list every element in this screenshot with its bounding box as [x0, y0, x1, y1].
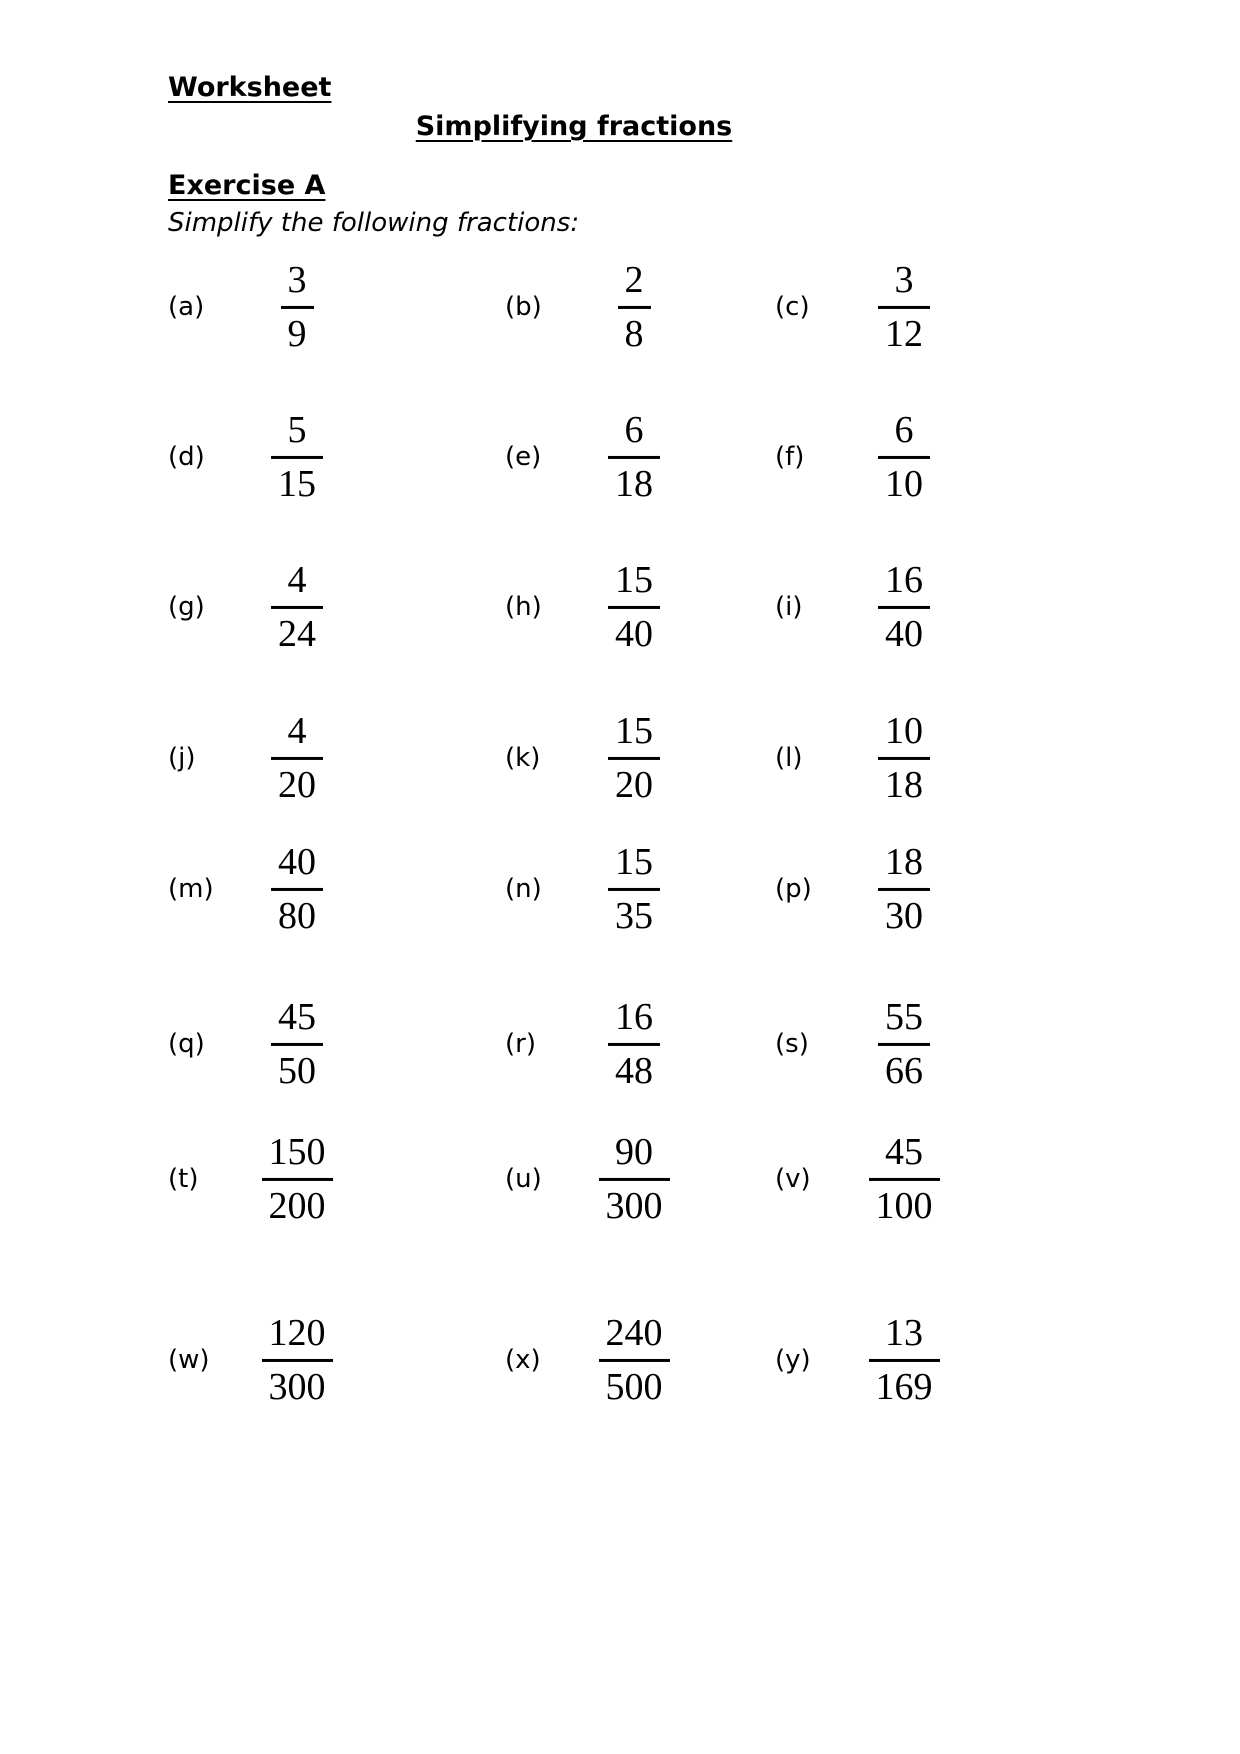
problem-cell [168, 559, 362, 655]
numerator: 10 [878, 710, 930, 760]
fraction [232, 559, 362, 655]
fraction [839, 259, 969, 355]
problem-label: (c) [775, 292, 810, 322]
denominator: 20 [278, 763, 316, 806]
fraction [839, 996, 969, 1092]
numerator: 3 [878, 259, 930, 309]
problem-cell [505, 559, 699, 655]
denominator: 24 [278, 612, 316, 655]
fraction [569, 1131, 699, 1227]
numerator: 4 [271, 559, 323, 609]
fraction [569, 841, 699, 937]
fraction [569, 409, 699, 505]
problem-cell [505, 710, 699, 806]
denominator: 40 [885, 612, 923, 655]
fraction-stack [878, 841, 930, 937]
numerator: 16 [608, 996, 660, 1046]
fraction [232, 841, 362, 937]
fraction [839, 559, 969, 655]
fraction-stack [262, 1312, 333, 1408]
denominator: 18 [615, 462, 653, 505]
page-title: Simplifying fractions [415, 111, 733, 142]
problem-label: (s) [775, 1029, 809, 1059]
worksheet-heading: Worksheet [168, 72, 332, 103]
numerator: 240 [599, 1312, 670, 1362]
fraction-stack [608, 710, 660, 806]
denominator: 9 [287, 312, 307, 355]
problem-cell [168, 409, 362, 505]
numerator: 13 [869, 1312, 940, 1362]
fraction [232, 710, 362, 806]
problem-label: (k) [505, 743, 541, 773]
denominator: 40 [615, 612, 653, 655]
problem-label: (q) [168, 1029, 205, 1059]
problem-cell [775, 259, 969, 355]
numerator: 2 [618, 259, 651, 309]
numerator: 6 [608, 409, 660, 459]
fraction-stack [878, 710, 930, 806]
fraction-stack [281, 259, 314, 355]
numerator: 3 [281, 259, 314, 309]
denominator: 8 [624, 312, 644, 355]
denominator: 300 [605, 1184, 663, 1227]
denominator: 169 [875, 1365, 933, 1408]
problem-label: (p) [775, 874, 812, 904]
denominator: 300 [268, 1365, 326, 1408]
problem-label: (u) [505, 1164, 542, 1194]
numerator: 150 [262, 1131, 333, 1181]
fraction-stack [262, 1131, 333, 1227]
fraction [839, 409, 969, 505]
fraction [839, 710, 969, 806]
numerator: 15 [608, 559, 660, 609]
instruction-text: Simplify the following fractions: [168, 208, 580, 238]
numerator: 15 [608, 841, 660, 891]
fraction-stack [869, 1312, 940, 1408]
problem-label: (h) [505, 592, 542, 622]
denominator: 80 [278, 894, 316, 937]
fraction [232, 996, 362, 1092]
denominator: 30 [885, 894, 923, 937]
problem-label: (g) [168, 592, 205, 622]
problem-cell [505, 1312, 699, 1408]
denominator: 10 [885, 462, 923, 505]
denominator: 500 [605, 1365, 663, 1408]
problem-cell [505, 996, 699, 1092]
fraction-stack [608, 996, 660, 1092]
denominator: 15 [278, 462, 316, 505]
numerator: 15 [608, 710, 660, 760]
problem-cell [775, 996, 969, 1092]
denominator: 66 [885, 1049, 923, 1092]
fraction-stack [608, 559, 660, 655]
denominator: 200 [268, 1184, 326, 1227]
problem-label: (r) [505, 1029, 536, 1059]
fraction [232, 409, 362, 505]
fraction [839, 1131, 969, 1227]
problem-label: (w) [168, 1345, 210, 1375]
problem-label: (l) [775, 743, 803, 773]
denominator: 50 [278, 1049, 316, 1092]
fraction-stack [599, 1131, 670, 1227]
problem-label: (t) [168, 1164, 199, 1194]
problem-cell [168, 710, 362, 806]
numerator: 45 [271, 996, 323, 1046]
denominator: 20 [615, 763, 653, 806]
fraction-stack [608, 841, 660, 937]
fraction-stack [608, 409, 660, 505]
problem-cell [168, 1131, 362, 1227]
problem-cell [168, 1312, 362, 1408]
fraction-stack [878, 259, 930, 355]
denominator: 48 [615, 1049, 653, 1092]
fraction-stack [878, 996, 930, 1092]
problem-cell [775, 841, 969, 937]
fraction-stack [878, 409, 930, 505]
fraction-stack [271, 559, 323, 655]
fraction-stack [878, 559, 930, 655]
numerator: 90 [599, 1131, 670, 1181]
denominator: 18 [885, 763, 923, 806]
fraction-stack [271, 409, 323, 505]
problem-label: (e) [505, 442, 542, 472]
fraction [839, 841, 969, 937]
fraction-stack [599, 1312, 670, 1408]
problem-label: (f) [775, 442, 805, 472]
problem-cell [505, 1131, 699, 1227]
problem-label: (j) [168, 743, 196, 773]
numerator: 40 [271, 841, 323, 891]
fraction [569, 710, 699, 806]
fraction-stack [271, 996, 323, 1092]
problem-cell [775, 409, 969, 505]
numerator: 4 [271, 710, 323, 760]
fraction [569, 996, 699, 1092]
problem-label: (b) [505, 292, 542, 322]
problem-cell [168, 996, 362, 1092]
problem-label: (n) [505, 874, 542, 904]
numerator: 5 [271, 409, 323, 459]
fraction-stack [271, 841, 323, 937]
problem-label: (x) [505, 1345, 541, 1375]
problem-cell [505, 409, 699, 505]
fraction [839, 1312, 969, 1408]
fraction [569, 259, 699, 355]
problem-cell [775, 559, 969, 655]
fraction [232, 1131, 362, 1227]
fraction-stack [618, 259, 651, 355]
fraction [569, 1312, 699, 1408]
problem-cell [775, 1131, 969, 1227]
problem-label: (m) [168, 874, 214, 904]
problem-cell [168, 841, 362, 937]
problem-cell [505, 259, 699, 355]
problem-cell [168, 259, 362, 355]
numerator: 18 [878, 841, 930, 891]
problem-cell [775, 710, 969, 806]
exercise-a-heading: Exercise A [168, 170, 326, 201]
denominator: 100 [875, 1184, 933, 1227]
problem-cell [505, 841, 699, 937]
numerator: 45 [869, 1131, 940, 1181]
fraction-stack [869, 1131, 940, 1227]
fraction [569, 559, 699, 655]
numerator: 55 [878, 996, 930, 1046]
problem-cell [775, 1312, 969, 1408]
fraction-stack [271, 710, 323, 806]
numerator: 16 [878, 559, 930, 609]
denominator: 12 [885, 312, 923, 355]
denominator: 35 [615, 894, 653, 937]
fraction [232, 1312, 362, 1408]
problem-label: (y) [775, 1345, 811, 1375]
fraction [232, 259, 362, 355]
numerator: 6 [878, 409, 930, 459]
numerator: 120 [262, 1312, 333, 1362]
problem-label: (i) [775, 592, 803, 622]
problem-label: (d) [168, 442, 205, 472]
problem-label: (a) [168, 292, 205, 322]
problem-label: (v) [775, 1164, 811, 1194]
